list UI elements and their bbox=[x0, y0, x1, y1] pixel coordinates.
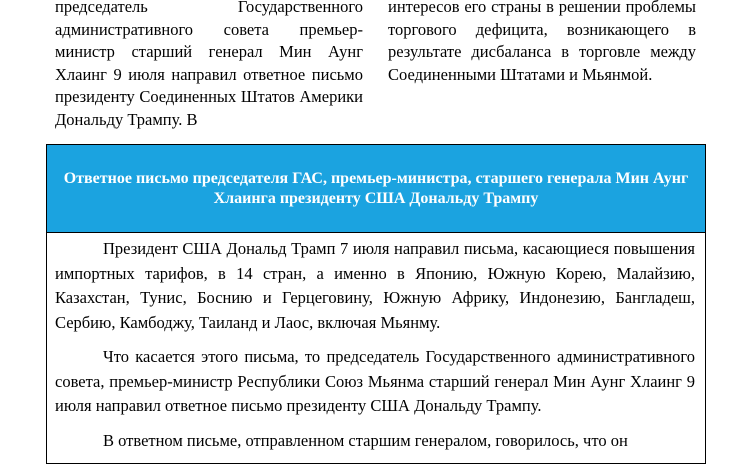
right-column bbox=[388, 0, 696, 86]
article-box bbox=[46, 144, 706, 464]
box-paragraph: Что касается этого письма, то председатель Государственного административного совета, премьер-министр Республики Союз Мьянма старший генерал Мин Аунг Хлаинг 9 июля направил ответное письмо президенту США Дональду Трампу. bbox=[55, 347, 695, 415]
left-column-text: председатель Государственного административного совета премьер-министр старший генерал Мин Аунг Хлаинг 9 июля направил ответное письмо президенту Соединенных Штатов Америки Дональду Трампу. В bbox=[55, 0, 363, 129]
left-column bbox=[55, 0, 363, 131]
box-title-banner bbox=[47, 145, 705, 233]
box-title: Ответное письмо председателя ГАС, премьер-министра, старшего генерала Мин Аунг Хлаинга президенту США Дональду Трампу bbox=[63, 169, 689, 207]
box-paragraph: Президент США Дональд Трамп 7 июля направил письма, касающиеся повышения импортных тарифов, в 14 стран, а именно в Японию, Южную Корею, Малайзию, Казахстан, Тунис, Боснию и Герцеговину, Южную Африку, Индонезию, Бангладеш, Сербию, Камбоджу, Таиланд и Лаос, включая Мьянму. bbox=[55, 239, 695, 332]
box-body bbox=[47, 233, 705, 453]
right-column-text: интересов его страны в решении проблемы торгового дефицита, возникающего в результате дисбаланса в торговле между Соединенными Штатами и Мьянмой. bbox=[388, 0, 696, 84]
box-paragraph: В ответном письме, отправленном старшим генералом, говорилось, что он bbox=[103, 430, 628, 450]
